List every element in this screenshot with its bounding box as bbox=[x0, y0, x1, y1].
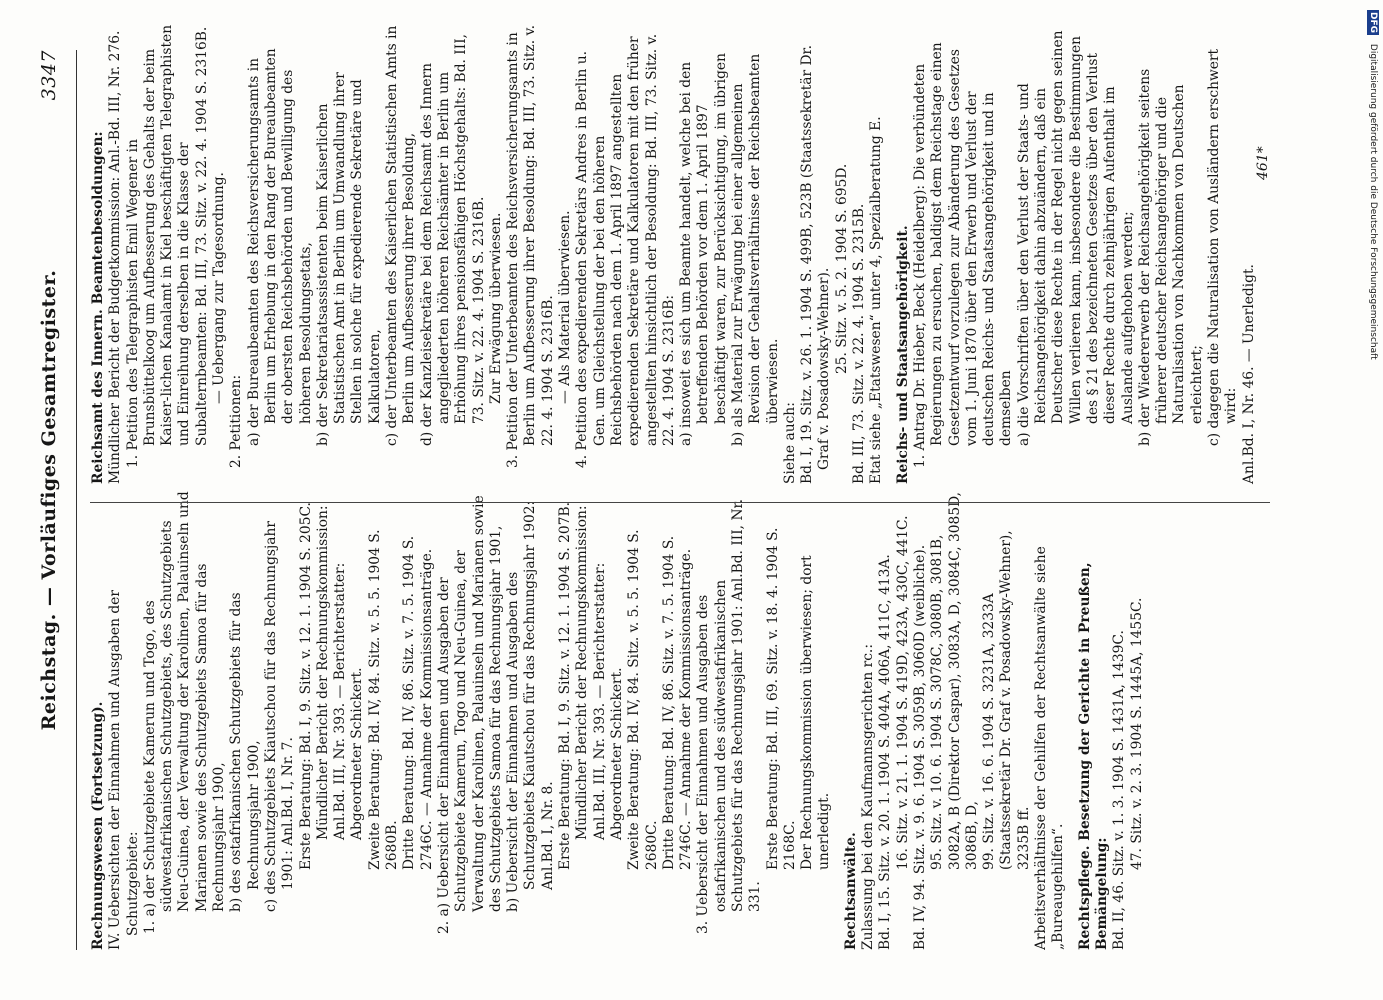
right-column bbox=[90, 24, 1290, 490]
index-entry: a) der Bureaubeamten des Reichsversicherungsamts in Berlin um Erhebung in den Rang der Bureaubeamten der obersten Reichsbehörden und Bewilligung des höheren Besoldungsetats, bbox=[245, 48, 314, 446]
index-entry: Zur Erwägung überwiesen. bbox=[487, 212, 504, 404]
index-entry: Bd. I, 19. Sitz. v. 26. 1. 1904 S. 499B, 523B (Staatssekretär Dr. Graf v. Posadowsky-Wehner). bbox=[799, 45, 833, 484]
index-entry: 16. Sitz. v. 21. 1. 1904 S. 419D, 423A, 430C, 441C. bbox=[894, 515, 911, 870]
stamp-text: Digitalisierung gefördert durch die Deutsche Forschungsgemeinschaft bbox=[1368, 43, 1378, 360]
index-entry: Bd. I, 15. Sitz. v. 20. 1. 1904 S. 404A, 406A, 411C, 413A. bbox=[877, 554, 894, 950]
index-entry: Etat siehe „Etatswesen“ unter 4, Spezialberatung E. bbox=[868, 116, 885, 484]
dfg-logo: DFG bbox=[1368, 12, 1378, 34]
index-entry: Arbeitsverhältnisse der Gehilfen der Rechtsanwälte siehe „Bureaugehilfen“. bbox=[1033, 546, 1067, 950]
index-entry: 95. Sitz. v. 10. 6. 1904 S. 3078C, 3080B, 3081B, 3082A, B (Direktor Caspar), 3083A, D, 3084C, 3085D, 3086B, D, bbox=[929, 491, 980, 870]
index-entry: b) als Material zur Erwägung bei einer allgemeinen Revision der Gehaltsverhältnisse der Reichsbeamten überwiesen. bbox=[729, 53, 781, 446]
index-entry: IV. Uebersichten der Einnahmen und Ausgaben der Schutzgebiete: bbox=[107, 590, 141, 950]
index-entry: Dritte Beratung: Bd. IV, 86. Sitz. v. 7. 5. 1904 S. 2746C. — Annahme der Kommissionsanträge. bbox=[401, 535, 435, 870]
digitization-stamp bbox=[1355, 10, 1379, 730]
header-title: Reichstag. — Vorläufiges Gesamtregister. bbox=[38, 269, 60, 731]
index-entry: d) der Kanzleisekretäre bei dem Reichsamt des Innern angegliederten höheren Reichsämter in Berlin um Erhöhung ihres pensionsfähigen Höchstgehalts: Bd. III, 73. Sitz. v. 22. 4. 1904 S. 2316B. bbox=[418, 33, 487, 446]
index-entry: 25. Sitz. v. 5. 2. 1904 S. 695D. bbox=[833, 163, 850, 374]
left-column bbox=[90, 490, 1290, 950]
index-entry: b) Uebersicht der Einnahmen und Ausgaben des Schutzgebiets Kiautschou für das Rechnungsjahr 1902: Anl.Bd. I, Nr. 8. bbox=[505, 500, 556, 912]
index-entry: b) der Sekretariatsassistenten beim Kaiserlichen Statistischen Amt in Berlin um Umwandlung ihrer Stellen in solche für expedierende Sekretäre und Kalkulatoren, bbox=[314, 72, 383, 446]
spacer bbox=[1068, 490, 1077, 950]
index-entry: 1. a) der Schutzgebiete Kamerun und Togo, des südwestafrikanischen Schutzgebiets, des Schutzgebiets Neu-Guinea, der Verwaltung der Karolinen, Palauinseln und Marianen sowie des Schutzgebiets Samoa für das Rechnungsjahr 1900, bbox=[141, 491, 228, 934]
index-entry: Zweite Beratung: Bd. IV, 84. Sitz. v. 5. 5. 1904 S. 2680C. bbox=[626, 529, 660, 870]
index-entry: Zweite Beratung: Bd. IV, 84. Sitz. v. 5. 5. 1904 S. 2680B. bbox=[366, 529, 401, 870]
index-entry: Bd. IV, 94. Sitz. v. 9. 6. 1904 S. 3059B, 3060D (weibliche). bbox=[911, 544, 928, 950]
index-entry: 1. Petition des Telegraphisten Emil Wegener in Brunsbüttelkoog um Aufbesserung des Gehalts der beim Kaiser-lichen Kanalamt in Kiel beschäftigten Telegraphisten und Einreihung derselben in die Klasse der Subalternbeamten: Bd. III, 73. Sitz. v. 22. 4. 1904 S. 2316B. bbox=[124, 24, 210, 468]
index-entry: b) der Wiedererwerb der Reichsangehörigkeit seitens früherer deutscher Reichsangehöriger und die Naturalisation von Nachkommen von Deutschen erleichtert; bbox=[1136, 68, 1205, 446]
page-number: 3347 bbox=[38, 50, 60, 101]
index-entry: Zulassung bei den Kaufmannsgerichten rc.: bbox=[860, 644, 877, 950]
index-entry: 4. Petition des expedierenden Sekretärs Andres in Berlin u. Gen. um Gleichstellung der bei den höheren Reichsbehörden nach dem 1. April 1897 angestellten expedierenden Sekretäre und Kalkulatoren mit den früher angestellten hinsichtlich der Besoldung: Bd. III, 73. Sitz. v. 22. 4. 1904 S. 2316B: bbox=[574, 33, 677, 468]
index-entry: Anl.Bd. I, Nr. 46. — Unerledigt. bbox=[1240, 264, 1257, 484]
section-heading: Rechnungswesen (Fortsetzung). bbox=[90, 701, 106, 950]
header-rule bbox=[76, 50, 77, 950]
index-entry: Bd. II, 46. Sitz. v. 1. 3. 1904 S. 1431A, 1439C. bbox=[1111, 630, 1128, 950]
index-entry: 1. Antrag Dr. Hieber, Beck (Heidelberg): Die verbündeten Regierungen zu ersuchen, baldigst dem Reichstage einen Gesetzentwurf vorzulegen zur Abänderung des Gesetzes vom 1. Juni 1870 über den Erwerb und Verlust der deutschen Reichs- und Staatsangehörigkeit und in demselben bbox=[911, 42, 1015, 468]
spacer bbox=[834, 490, 843, 950]
index-entry: Mündlicher Bericht der Budgetkommission: Anl.-Bd. III, Nr. 276. bbox=[107, 30, 124, 484]
sheet-mark: 461* bbox=[1255, 146, 1271, 180]
index-entry: a) insoweit es sich um Beamte handelt, welche bei den betreffenden Behörden vor dem 1. April 1897 beschäftigt waren, zur Berücksichtigung, im übrigen bbox=[678, 53, 729, 446]
index-entry: Bd. III, 73. Sitz. v. 22. 4. 1904 S. 2315B. bbox=[851, 203, 868, 484]
index-entry: Dritte Beratung: Bd. IV, 86. Sitz. v. 7. 5. 1904 S. 2746C. — Annahme der Kommissionsanträge. bbox=[660, 535, 695, 870]
index-entry: c) der Unterbeamten des Kaiserlichen Statistischen Amts in Berlin um Aufbesserung ihrer Besoldung, bbox=[384, 25, 418, 446]
column-divider bbox=[90, 502, 1270, 503]
index-entry: c) dagegen die Naturalisation von Ausländern erschwert wird: bbox=[1206, 48, 1240, 446]
index-entry: b) des ostafrikanischen Schutzgebiets für das Rechnungsjahr 1900, bbox=[228, 592, 262, 912]
index-entry: Mündlicher Bericht der Rechnungskommission: Anl.Bd. III, Nr. 393. — Berichterstatter: Abgeordneter Schickert. bbox=[574, 505, 625, 840]
index-entry: Erste Beratung: Bd. III, 69. Sitz. v. 18. 4. 1904 S. 2168C. bbox=[764, 527, 798, 870]
index-entry: Erste Beratung: Bd. I, 9. Sitz. v. 12. 1. 1904 S. 207B. bbox=[557, 501, 574, 870]
index-entry: 47. Sitz. v. 2. 3. 1904 S. 1445A, 1455C. bbox=[1128, 597, 1145, 870]
section-heading: Rechtspflege. Besetzung der Gerichte in Preußen, Bemängelung: bbox=[1076, 562, 1110, 950]
index-entry: Der Rechnungskommission überwiesen; dort unerledigt. bbox=[799, 555, 833, 870]
running-header bbox=[38, 50, 68, 950]
index-entry: Erste Beratung: Bd. I, 9. Sitz. v. 12. 1. 1904 S. 205C. bbox=[297, 502, 314, 870]
index-entry: 2. Petitionen: bbox=[228, 374, 245, 468]
index-entry: — Uebergang zur Tagesordnung. bbox=[211, 172, 228, 404]
index-entry: Siehe auch: bbox=[781, 402, 798, 484]
index-entry: — Als Material überwiesen. bbox=[557, 210, 574, 404]
index-entry: Mündlicher Bericht der Rechnungskommission: Anl.Bd. III, Nr. 393. — Berichterstatter: Abgeordneter Schickert. bbox=[314, 505, 366, 840]
section-heading: Reichsamt des Innern. Beamtenbesoldungen: bbox=[90, 131, 106, 484]
section-heading: Rechtsanwälte. bbox=[842, 832, 859, 950]
spacer bbox=[886, 24, 895, 484]
index-entry: 3. Uebersicht der Einnahmen und Ausgaben des ostafrikanischen und des südwestafrikanischen Schutzgebiets für das Rechnungsjahr 1901: Anl.Bd. III, Nr. 331. bbox=[695, 499, 764, 934]
index-entry: 3. Petition der Unterbeamten des Reichsversicherungsamts in Berlin um Aufbesserung ihrer Besoldung: Bd. III, 73. Sitz. v. 22. 4. 1904 S. 2316B. bbox=[505, 24, 556, 468]
index-entry: a) die Vorschriften über den Verlust der Staats- und Reichsangehörigkeit dahin abzuändern, daß ein Deutscher diese Rechte in der Regel nicht gegen seinen Willen verlieren kann, insbesondere die Bestimmungen des § 21 des bezeichneten Gesetzes über den Verlust dieser Rechte durch zehnjährigen Aufenthalt im Auslande aufgehoben werden; bbox=[1015, 30, 1136, 446]
index-entry: 2. a) Uebersicht der Einnahmen und Ausgaben der Schutzgebiete Kamerun, Togo und Neu-Guinea, der Verwaltung der Karolinen, Palauinseln und Marianen sowie des Schutzgebiets Samoa für das Rechnungsjahr 1901, bbox=[435, 495, 504, 934]
section-heading: Reichs- und Staatsangehörigkeit. bbox=[894, 225, 911, 484]
index-entry: c) des Schutzgebiets Kiautschou für das Rechnungsjahr 1901: Anl.Bd. I, Nr. 7. bbox=[262, 520, 297, 912]
index-entry: 99. Sitz. v. 16. 6. 1904 S. 3231A, 3233A (Staatssekretär Dr. Graf v. Posadowsky-Wehner), 3235B ff. bbox=[981, 530, 1032, 870]
